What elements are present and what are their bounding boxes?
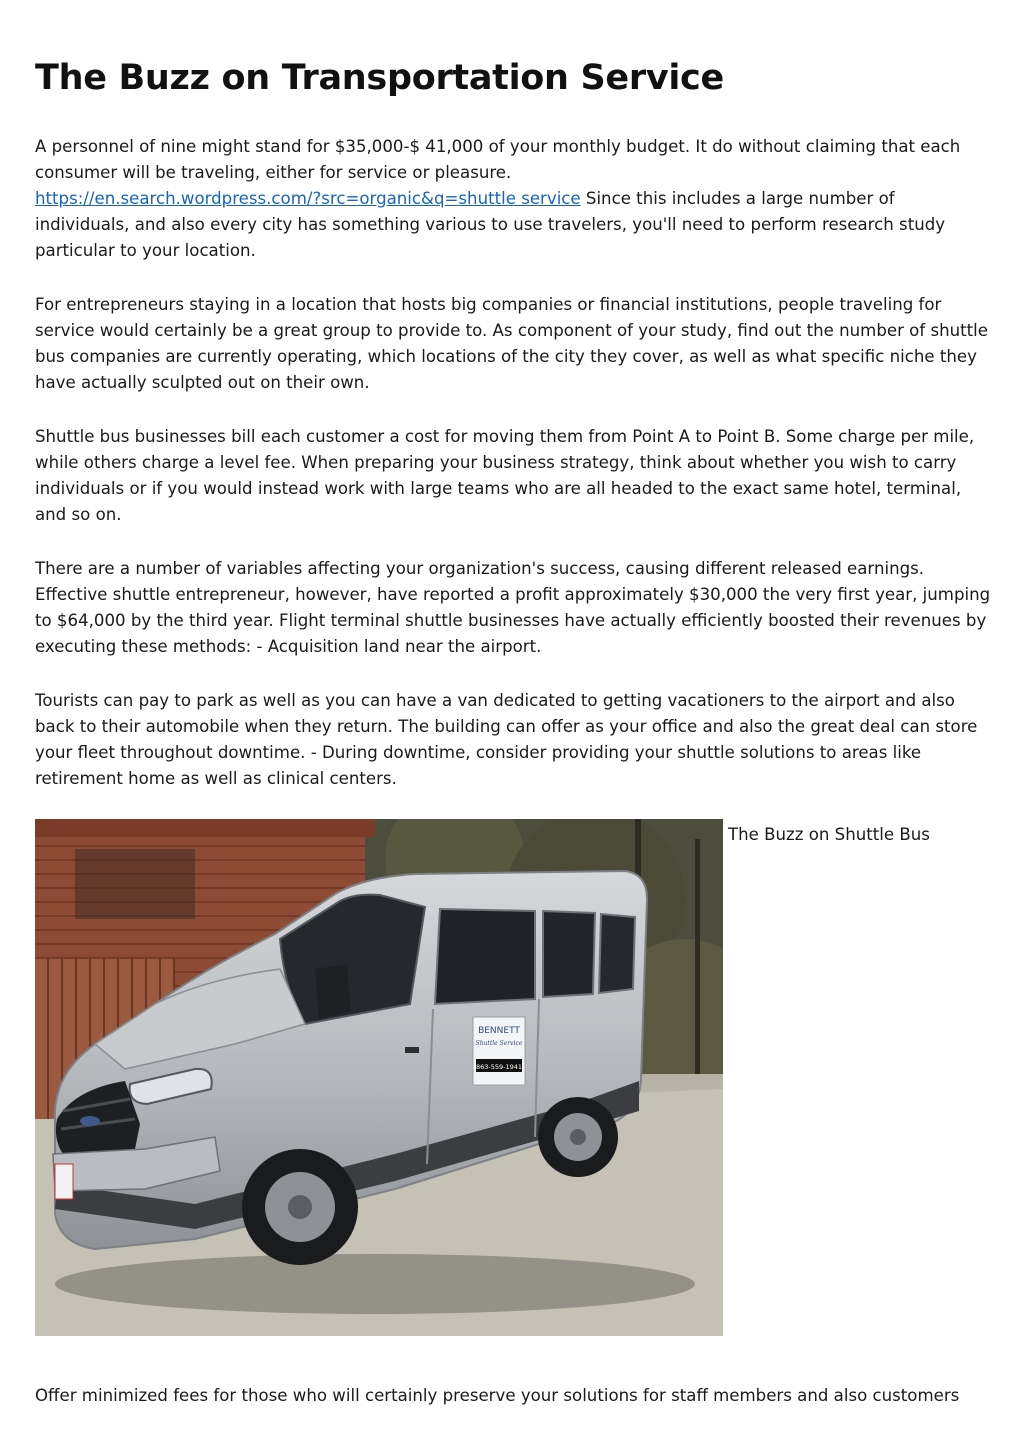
image-caption: The Buzz on Shuttle Bus (728, 825, 930, 844)
paragraph-1-text-continued: Since this includes a large number of individuals, and also every city has something various to use travelers, you'll need to perform research study particular to your location. (35, 189, 946, 260)
paragraph-1-text: A personnel of nine might stand for $35,000-$ 41,000 of your monthly budget. It do without claiming that each consumer will be traveling, either for service or pleasure. (35, 137, 961, 182)
shuttle-van-photo (35, 819, 723, 1336)
decal-brand: BENNETT (478, 1026, 520, 1036)
page-title: The Buzz on Transportation Service (35, 58, 724, 98)
search-link[interactable]: https://en.search.wordpress.com/?src=organic&q=shuttle service (35, 189, 581, 208)
paragraph-1 (35, 134, 993, 264)
paragraph-3: Shuttle bus businesses bill each customer a cost for moving them from Point A to Point B. Some charge per mile, while others charge a level fee. When preparing your business strategy, think about whether you wish to carry individuals or if you would instead work with large teams who are all headed to the exact same hotel, terminal, and so on. (35, 427, 975, 524)
paragraph-6: Offer minimized fees for those who will certainly preserve your solutions for staff members and also customers (35, 1385, 960, 1405)
decal-tagline: Shuttle Service (475, 1040, 523, 1047)
paragraph-2: For entrepreneurs staying in a location that hosts big companies or financial institutions, people traveling for service would certainly be a great group to provide to. As component of your study, find out the number of shuttle bus companies are currently operating, which locations of the city they cover, as well as what specific niche they have actually sculpted out on their own. (35, 295, 988, 392)
van-decal (473, 1017, 525, 1085)
paragraph-4: There are a number of variables affecting your organization's success, causing different released earnings. Effective shuttle entrepreneur, however, have reported a profit approximately $30,000 the very first year, jumping to $64,000 by the third year. Flight terminal shuttle businesses have actually efficiently boosted their revenues by executing these methods: - Acquisition land near the airport. (35, 559, 991, 656)
decal-phone: 863-559-1941 (475, 1063, 523, 1071)
paragraph-5: Tourists can pay to park as well as you can have a van dedicated to getting vacationers to the airport and also back to their automobile when they return. The building can offer as your office and also the great deal can store your fleet throughout downtime. - During downtime, consider providing your shuttle solutions to areas like retirement home as well as clinical centers. (35, 691, 978, 788)
